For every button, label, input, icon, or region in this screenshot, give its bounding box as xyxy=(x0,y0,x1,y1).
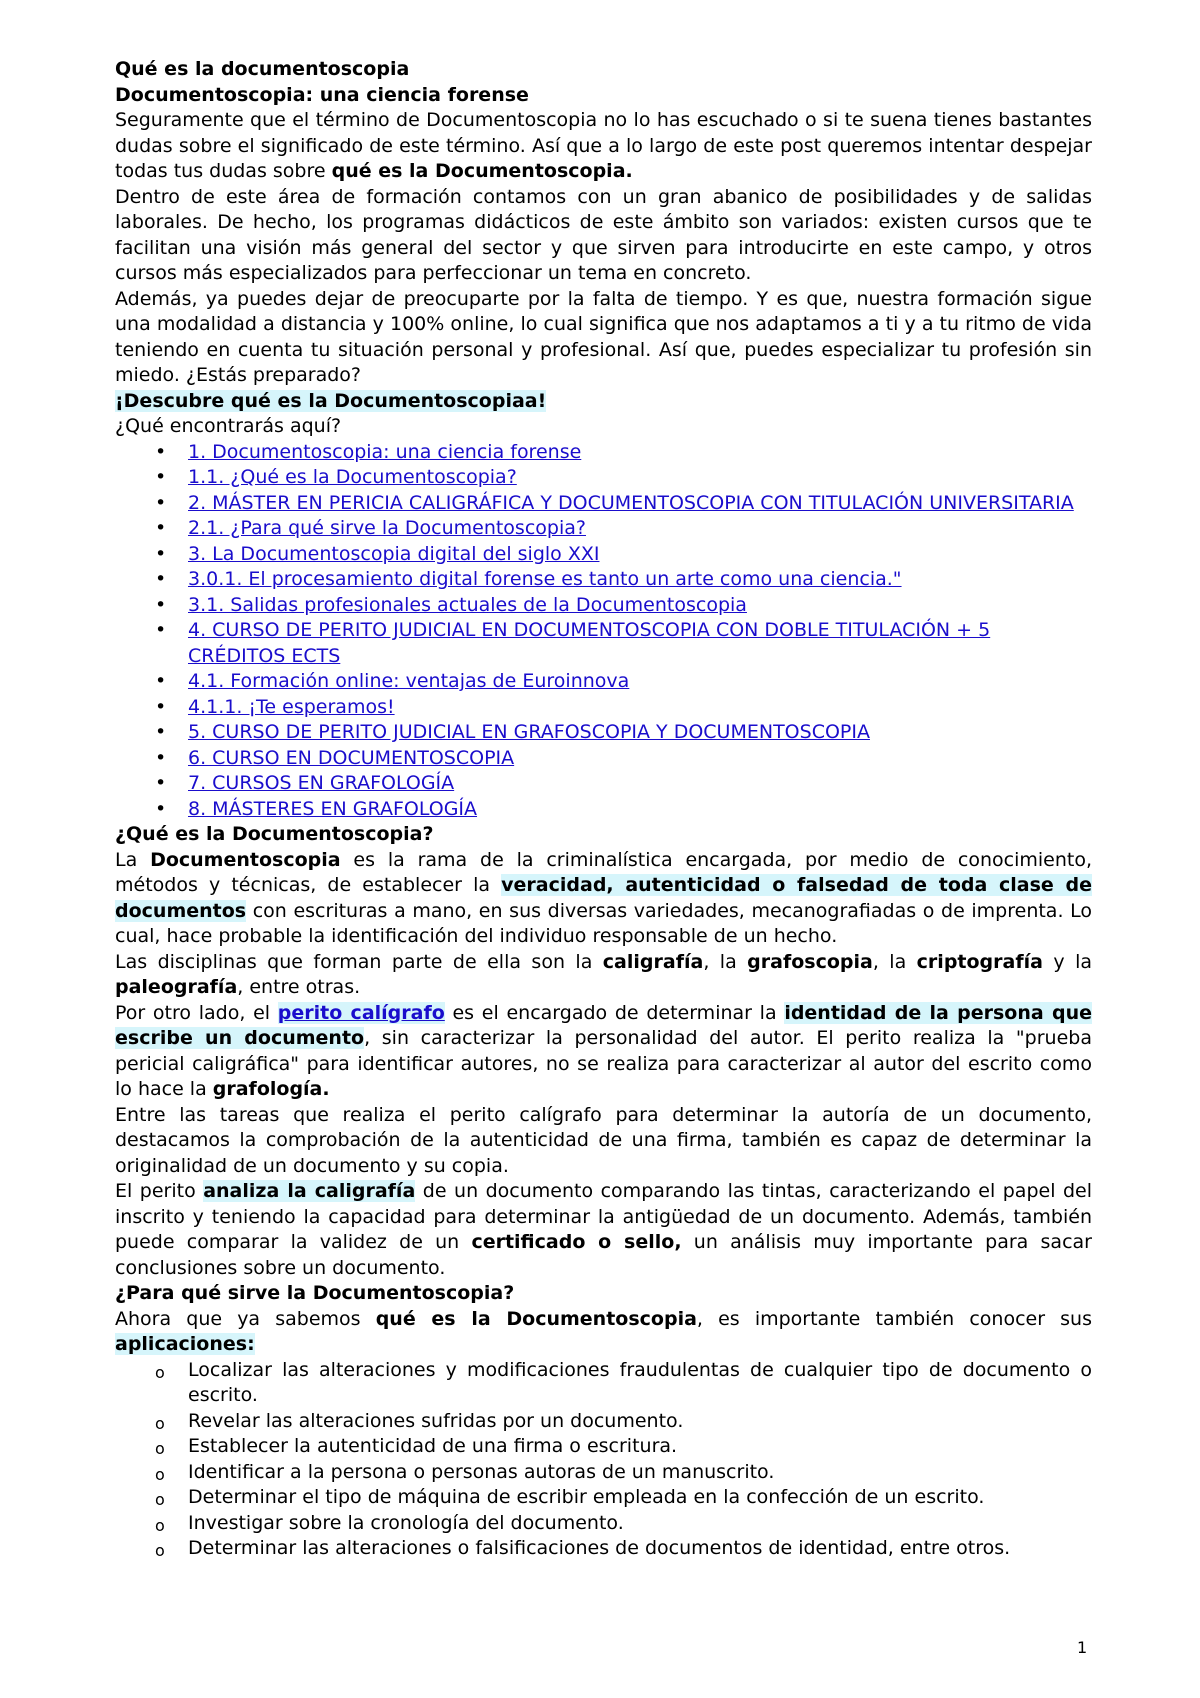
section-heading-forensic-science: Documentoscopia: una ciencia forense xyxy=(115,83,529,106)
section-heading-what-for: ¿Para qué sirve la Documentoscopia? xyxy=(115,1282,515,1304)
list-item: o Revelar las alteraciones sufridas por un documento. xyxy=(115,1409,1092,1435)
toc-link[interactable]: 3.0.1. El procesamiento digital forense es tanto un arte como una ciencia." xyxy=(188,568,902,590)
list-item: o Identificar a la persona o personas autoras de un manuscrito. xyxy=(115,1460,1092,1486)
perito-caligrafo-link[interactable]: perito calígrafo xyxy=(277,1001,445,1024)
what-paragraph-1: La Documentoscopia es la rama de la criminalística encargada, por medio de conocimiento, métodos y técnicas, de establecer la veracidad, autenticidad o falsedad de toda clase de documentos con escrituras a mano, en sus diversas variedades, mecanografiadas o de imprenta. Lo cual, hace probable la identificación del individuo responsable de un hecho. xyxy=(115,848,1092,947)
what-paragraph-5: El perito analiza la caligrafía de un documento comparando las tintas, caracterizando el papel del inscrito y teniendo la capacidad para determinar la antigüedad de un documento. Además, también puede comparar la validez de un certificado o sello, un análisis muy importante para sacar conclusiones sobre un documento. xyxy=(115,1180,1092,1279)
toc-link[interactable]: 2.1. ¿Para qué sirve la Documentoscopia? xyxy=(188,517,586,539)
list-item: o Establecer la autenticidad de una firma o escritura. xyxy=(115,1434,1092,1460)
toc-link[interactable]: 5. CURSO DE PERITO JUDICIAL EN GRAFOSCOPIA Y DOCUMENTOSCOPIA xyxy=(188,721,870,743)
list-item: o Investigar sobre la cronología del documento. xyxy=(115,1511,1092,1537)
intro-bold-phrase: qué es la Documentoscopia. xyxy=(331,160,633,182)
toc-item xyxy=(115,465,1092,491)
toc-item xyxy=(115,720,1092,746)
document-title: Qué es la documentoscopia xyxy=(115,58,410,80)
page-number: 1 xyxy=(1077,1638,1088,1657)
intro-paragraph-2: Dentro de este área de formación contamos con un gran abanico de posibilidades y de salidas laborales. De hecho, los programas didácticos de este ámbito son variados: existen cursos que te facilitan una visión más general del sector y que sirven para introducirte en este campo, y otros cursos más especializados para perfeccionar un tema en concreto. xyxy=(115,185,1092,284)
highlight-phrase: analiza la caligrafía xyxy=(203,1180,416,1202)
toc-item xyxy=(115,542,1092,568)
toc-item xyxy=(115,491,1092,517)
toc-item xyxy=(115,746,1092,772)
toc-item xyxy=(115,516,1092,542)
what-paragraph-2: Las disciplinas que forman parte de ella son la caligrafía, la grafoscopia, la criptografía y la paleografía, entre otras. xyxy=(115,950,1092,998)
toc-link[interactable]: 4.1.1. ¡Te esperamos! xyxy=(188,695,395,718)
what-paragraph-4: Entre las tareas que realiza el perito calígrafo para determinar la autoría de un documento, destacamos la comprobación de la autenticidad de una firma, también es capaz de determinar la originalidad de un documento y su copia. xyxy=(115,1103,1092,1177)
intro-paragraph-1: Seguramente que el término de Documentoscopia no lo has escuchado o si te suena tienes bastantes dudas sobre el significado de este término. Así que a lo largo de este post queremos intentar despejar todas tus dudas sobre qué es la Documentoscopia. xyxy=(115,109,1092,182)
section-heading-what-is: ¿Qué es la Documentoscopia? xyxy=(115,823,434,845)
toc-item xyxy=(115,567,1092,593)
list-item: o Determinar el tipo de máquina de escribir empleada en la confección de un escrito. xyxy=(115,1485,1092,1511)
toc-item xyxy=(115,440,1092,466)
toc-item xyxy=(115,797,1092,823)
toc-item xyxy=(115,669,1092,695)
discover-heading: ¡Descubre qué es la Documentoscopiaa! xyxy=(115,389,547,412)
list-item: o Localizar las alteraciones y modificaciones fraudulentas de cualquier tipo de documento o escrito. xyxy=(115,1358,1092,1409)
use-paragraph-1: Ahora que ya sabemos qué es la Documentoscopia, es importante también conocer sus aplicaciones: xyxy=(115,1307,1092,1355)
toc-item xyxy=(115,695,1092,721)
toc-link[interactable]: 1. Documentoscopia: una ciencia forense xyxy=(188,440,582,463)
toc-link[interactable]: 3.1. Salidas profesionales actuales de la Documentoscopia xyxy=(188,593,747,616)
toc-link[interactable]: 2. MÁSTER EN PERICIA CALIGRÁFICA Y DOCUMENTOSCOPIA CON TITULACIÓN UNIVERSITARIA xyxy=(188,491,1074,514)
highlight-phrase: identidad de la persona que escribe un documento xyxy=(115,1001,1092,1049)
what-paragraph-3: Por otro lado, el perito calígrafo es el encargado de determinar la identidad de la persona que escribe un documento, sin caracterizar la personalidad del autor. El perito realiza la "prueba pericial caligráfica" para identificar autores, no se realiza para caracterizar al autor del escrito como lo hace la grafología. xyxy=(115,1001,1092,1100)
toc-label: ¿Qué encontrarás aquí? xyxy=(115,415,342,437)
toc-item xyxy=(115,618,1092,669)
document-body xyxy=(115,57,1092,1562)
toc-item xyxy=(115,593,1092,619)
toc-link[interactable]: 4. CURSO DE PERITO JUDICIAL EN DOCUMENTOSCOPIA CON DOBLE TITULACIÓN + 5 CRÉDITOS ECTS xyxy=(188,619,991,667)
toc-link[interactable]: 6. CURSO EN DOCUMENTOSCOPIA xyxy=(188,746,515,769)
toc-link[interactable]: 3. La Documentoscopia digital del siglo XXI xyxy=(188,542,600,565)
intro-paragraph-3: Además, ya puedes dejar de preocuparte por la falta de tiempo. Y es que, nuestra formación sigue una modalidad a distancia y 100% online, lo cual significa que nos adaptamos a ti y a tu ritmo de vida teniendo en cuenta tu situación personal y profesional. Así que, puedes especializar tu profesión sin miedo. ¿Estás preparado? xyxy=(115,287,1092,386)
toc-link[interactable]: 4.1. Formación online: ventajas de Euroinnova xyxy=(188,670,630,692)
toc-link[interactable]: 1.1. ¿Qué es la Documentoscopia? xyxy=(188,466,517,488)
toc-link[interactable]: 8. MÁSTERES EN GRAFOLOGÍA xyxy=(188,797,478,820)
highlight-phrase: veracidad, autenticidad o falsedad de toda clase de documentos xyxy=(115,874,1092,922)
table-of-contents xyxy=(115,440,1092,823)
list-item: o Determinar las alteraciones o falsificaciones de documentos de identidad, entre otros. xyxy=(115,1536,1092,1562)
toc-link[interactable]: 7. CURSOS EN GRAFOLOGÍA xyxy=(188,772,455,794)
toc-item xyxy=(115,771,1092,797)
applications-list xyxy=(115,1358,1092,1562)
highlight-phrase: aplicaciones: xyxy=(115,1333,255,1355)
